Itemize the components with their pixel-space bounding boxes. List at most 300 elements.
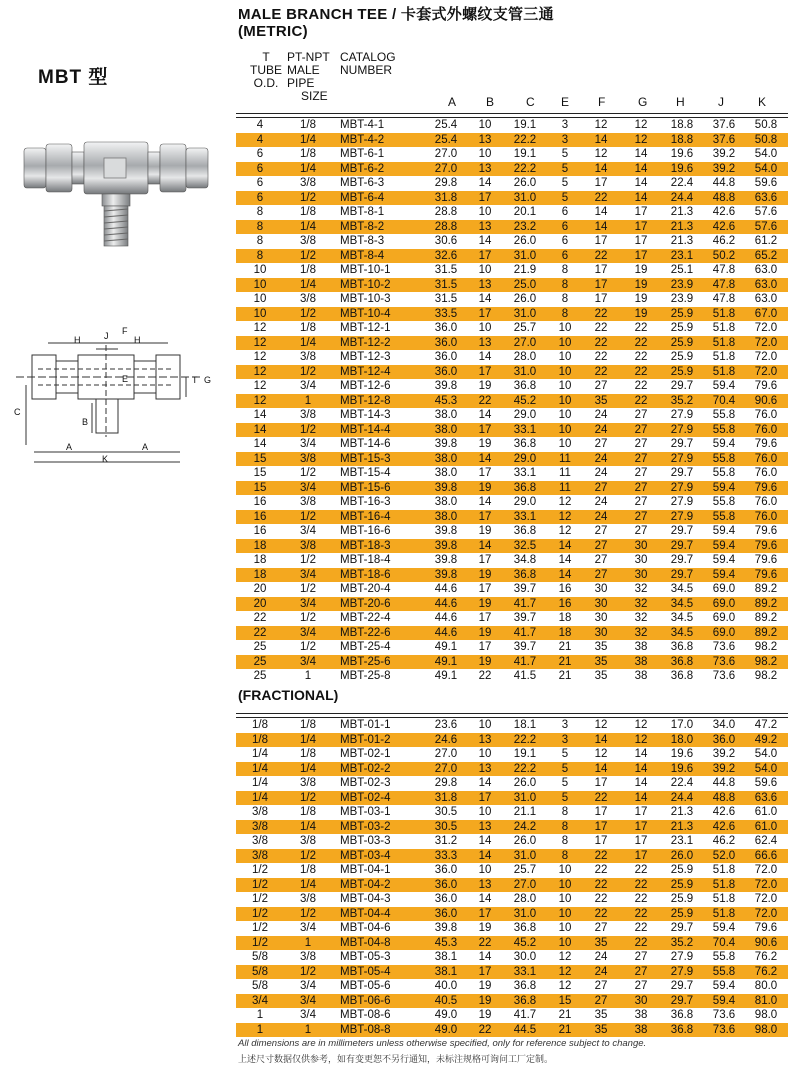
table-cell: 17	[478, 641, 492, 654]
table-cell: 27.9	[670, 951, 694, 964]
table-cell: 5/8	[252, 951, 268, 964]
table-cell: 28.8	[422, 220, 470, 235]
table-cell: 44.8	[712, 777, 736, 790]
table-cell: 20	[253, 583, 267, 596]
table-cell: 62.4	[754, 835, 778, 848]
table-cell: 1/4	[284, 133, 332, 148]
fractional-dimensions-table	[236, 717, 788, 1037]
table-cell: 6	[561, 235, 569, 248]
table-cell: 3/4	[284, 994, 332, 1009]
table-cell: 29.7	[670, 525, 694, 538]
table-cell: 1/2	[252, 864, 268, 877]
table-cell: 24.4	[660, 191, 704, 206]
table-cell: 61.0	[744, 820, 788, 835]
table-cell: 39.8	[422, 539, 470, 554]
table-cell: 14	[580, 162, 622, 177]
table-cell: 12	[622, 118, 660, 133]
table-cell: 33.1	[513, 467, 537, 480]
table-cell: 34.0	[704, 718, 744, 733]
table-cell: 76.0	[744, 510, 788, 525]
table-cell: 72.0	[754, 864, 778, 877]
table-cell: 12	[253, 322, 267, 335]
table-cell: 8	[561, 264, 569, 277]
table-cell: 98.2	[744, 655, 788, 670]
catalog-number-cell: MBT-10-4	[332, 307, 422, 322]
table-cell: 1/4	[284, 278, 332, 293]
table-cell: 22	[594, 351, 608, 364]
table-cell: 35	[580, 394, 622, 409]
table-row	[236, 408, 788, 423]
table-cell: 35	[580, 1023, 622, 1038]
catalog-number-cell: MBT-4-2	[332, 133, 422, 148]
table-cell: 27	[622, 452, 660, 467]
table-cell: 16	[253, 525, 267, 538]
table-cell: 12	[253, 380, 267, 393]
table-cell: 38	[634, 641, 648, 654]
dim-label-h-left: H	[74, 335, 81, 345]
table-cell: 36.8	[500, 994, 550, 1009]
table-cell: 21.9	[513, 264, 537, 277]
table-cell: 27	[622, 423, 660, 438]
table-row	[236, 191, 788, 206]
table-cell: 1	[284, 394, 332, 409]
table-cell: 19	[478, 525, 492, 538]
dim-label-a-left: A	[66, 442, 73, 452]
table-cell: 5	[550, 762, 580, 777]
table-cell: 13	[470, 733, 500, 748]
dim-label-j: J	[104, 331, 109, 341]
table-cell: 1/8	[300, 806, 316, 819]
table-cell: 54.0	[744, 162, 788, 177]
dim-label-b: B	[82, 417, 89, 427]
table-cell: 1/4	[284, 878, 332, 893]
table-cell: 8	[550, 278, 580, 293]
table-cell: 17	[634, 235, 648, 248]
table-cell: 46.2	[712, 235, 736, 248]
table-cell: 40.5	[422, 994, 470, 1009]
table-cell: 70.4	[704, 394, 744, 409]
table-cell: 17	[622, 220, 660, 235]
table-cell: 16	[550, 597, 580, 612]
table-cell: 8	[256, 235, 264, 248]
table-cell: 1/2	[284, 191, 332, 206]
table-cell: 22.2	[500, 162, 550, 177]
table-cell: 36.8	[660, 655, 704, 670]
table-cell: 33.1	[500, 423, 550, 438]
table-cell: 3/4	[284, 626, 332, 641]
table-cell: 3	[550, 733, 580, 748]
table-cell: 24.4	[660, 791, 704, 806]
catalog-number-cell: MBT-10-2	[332, 278, 422, 293]
table-cell: 22	[622, 336, 660, 351]
table-cell: 1/4	[252, 748, 268, 761]
table-cell: 1/2	[284, 849, 332, 864]
table-cell: 1/2	[284, 907, 332, 922]
catalog-number-cell: MBT-02-2	[332, 762, 422, 777]
table-cell: 26.0	[513, 777, 537, 790]
table-row	[236, 336, 788, 351]
table-cell: 14	[478, 951, 492, 964]
table-cell: 69.0	[712, 612, 736, 625]
table-cell: 49.2	[744, 733, 788, 748]
table-cell: 30.5	[434, 806, 458, 819]
table-cell: 30	[594, 583, 608, 596]
table-cell: 3/8	[252, 835, 268, 848]
table-cell: 28.0	[513, 893, 537, 906]
table-cell: 59.4	[704, 568, 744, 583]
table-cell: 13	[470, 878, 500, 893]
catalog-number-cell: MBT-12-8	[332, 394, 422, 409]
table-cell: 36.0	[422, 878, 470, 893]
table-cell: 21.3	[670, 235, 694, 248]
table-cell: 25	[253, 670, 267, 683]
table-cell: 19	[470, 655, 500, 670]
table-cell: 79.6	[744, 568, 788, 583]
table-cell: 17	[622, 249, 660, 264]
table-cell: 39.8	[422, 481, 470, 496]
table-cell: 45.2	[500, 394, 550, 409]
table-cell: 17	[622, 820, 660, 835]
table-cell: 38.0	[422, 452, 470, 467]
table-cell: 10	[558, 322, 572, 335]
table-cell: 19	[478, 380, 492, 393]
table-cell: 1/2	[284, 510, 332, 525]
table-cell: 79.6	[754, 554, 778, 567]
table-cell: 30.0	[513, 951, 537, 964]
table-cell: 41.7	[500, 626, 550, 641]
table-cell: 19.1	[513, 748, 537, 761]
table-cell: 23.9	[660, 278, 704, 293]
table-cell: 21	[550, 1023, 580, 1038]
table-cell: 22	[580, 365, 622, 380]
table-cell: 30	[580, 626, 622, 641]
table-cell: 69.0	[712, 583, 736, 596]
table-cell: 10	[558, 922, 572, 935]
table-cell: 14	[634, 177, 648, 190]
footnote: All dimensions are in millimeters unless otherwise specified, only for reference subject to change.	[238, 1038, 647, 1049]
table-cell: 6	[550, 249, 580, 264]
table-cell: 3/4	[300, 1009, 316, 1022]
table-cell: 14	[580, 733, 622, 748]
table-row	[236, 481, 788, 496]
table-cell: 31.0	[500, 907, 550, 922]
table-cell: 29.8	[434, 177, 458, 190]
table-cell: 17	[622, 849, 660, 864]
table-cell: 14	[594, 206, 608, 219]
table-cell: 47.2	[744, 718, 788, 733]
table-cell: 14	[478, 835, 492, 848]
table-row	[236, 307, 788, 322]
table-cell: 22	[580, 791, 622, 806]
catalog-number-cell: MBT-18-4	[340, 554, 391, 567]
table-cell: 27	[634, 980, 648, 993]
table-cell: 36.8	[513, 438, 537, 451]
catalog-number-cell: MBT-16-4	[332, 510, 422, 525]
table-cell: 1/8	[284, 718, 332, 733]
table-cell: 14	[622, 791, 660, 806]
catalog-number-cell: MBT-10-1	[340, 264, 391, 277]
table-row	[236, 365, 788, 380]
table-cell: 24.2	[500, 820, 550, 835]
table-cell: 25.0	[500, 278, 550, 293]
table-cell: 25	[236, 655, 284, 670]
catalog-number-cell: MBT-6-3	[340, 177, 385, 190]
table-cell: 14	[580, 133, 622, 148]
table-cell: 59.4	[712, 525, 736, 538]
table-cell: 1/4	[284, 733, 332, 748]
table-cell: 42.6	[712, 806, 736, 819]
table-cell: 36.8	[513, 980, 537, 993]
table-row	[236, 718, 788, 733]
table-cell: 10	[478, 322, 492, 335]
header-rule	[236, 113, 788, 114]
table-cell: 27.9	[660, 481, 704, 496]
table-cell: 10	[253, 293, 267, 306]
table-row	[236, 350, 788, 365]
table-cell: 22	[594, 322, 608, 335]
table-cell: 51.8	[712, 864, 736, 877]
table-cell: 59.4	[712, 438, 736, 451]
table-row	[236, 133, 788, 148]
table-row	[236, 733, 788, 748]
table-cell: 49.0	[434, 1009, 458, 1022]
table-cell: 5/8	[236, 965, 284, 980]
table-cell: 5	[561, 748, 569, 761]
table-cell: 17	[594, 835, 608, 848]
table-cell: 44.6	[422, 597, 470, 612]
table-cell: 1/8	[284, 118, 332, 133]
table-cell: 22	[580, 878, 622, 893]
table-cell: 14	[622, 191, 660, 206]
table-cell: 73.6	[712, 670, 736, 683]
table-cell: 31.0	[500, 307, 550, 322]
header-npt: PT-NPT MALE PIPE SIZE	[287, 50, 330, 103]
table-cell: 19	[622, 307, 660, 322]
table-cell: 14	[478, 893, 492, 906]
table-cell: 63.0	[754, 293, 778, 306]
table-row	[236, 965, 788, 980]
table-cell: 19.6	[660, 162, 704, 177]
catalog-number-cell: MBT-08-6	[340, 1009, 391, 1022]
table-cell: 59.6	[754, 177, 778, 190]
table-cell: 36.0	[704, 733, 744, 748]
table-cell: 3/4	[284, 568, 332, 583]
table-row	[236, 994, 788, 1009]
table-cell: 18	[253, 554, 267, 567]
catalog-number-cell: MBT-8-4	[332, 249, 422, 264]
table-row	[236, 234, 788, 249]
table-cell: 8	[256, 206, 264, 219]
table-cell: 36.8	[500, 481, 550, 496]
table-cell: 25.4	[422, 133, 470, 148]
table-cell: 22	[236, 626, 284, 641]
table-cell: 79.6	[744, 539, 788, 554]
table-cell: 73.6	[704, 1023, 744, 1038]
table-cell: 11	[559, 467, 571, 480]
table-cell: 51.8	[712, 893, 736, 906]
table-cell: 24	[594, 496, 608, 509]
table-cell: 21	[558, 670, 572, 683]
table-cell: 98.0	[744, 1023, 788, 1038]
table-cell: 31.8	[422, 191, 470, 206]
table-cell: 1/2	[284, 423, 332, 438]
table-cell: 16	[253, 496, 267, 509]
dim-label-k: K	[102, 454, 109, 464]
table-cell: 29.7	[670, 554, 694, 567]
table-cell: 3	[550, 118, 580, 133]
table-cell: 22	[580, 907, 622, 922]
table-cell: 14	[634, 748, 648, 761]
table-cell: 1/2	[284, 249, 332, 264]
table-cell: 32	[634, 612, 648, 625]
table-cell: 19	[478, 980, 492, 993]
table-cell: 33.1	[500, 510, 550, 525]
table-cell: 3	[550, 718, 580, 733]
table-cell: 10	[478, 748, 492, 761]
table-cell: 61.2	[754, 235, 778, 248]
table-cell: 29.7	[670, 380, 694, 393]
table-cell: 12	[558, 951, 572, 964]
catalog-number-cell: MBT-12-1	[340, 322, 391, 335]
table-cell: 22.4	[670, 177, 694, 190]
table-cell: 59.4	[712, 922, 736, 935]
table-cell: 13	[470, 220, 500, 235]
table-cell: 90.6	[744, 936, 788, 951]
dim-label-e: E	[122, 374, 129, 384]
table-cell: 17	[478, 554, 492, 567]
table-cell: 34.8	[513, 554, 537, 567]
table-cell: 29.0	[513, 496, 537, 509]
table-cell: 3/4	[284, 597, 332, 612]
table-cell: 54.0	[754, 748, 778, 761]
table-cell: 19	[634, 264, 648, 277]
table-cell: 32.6	[422, 249, 470, 264]
table-cell: 38.0	[434, 467, 458, 480]
table-cell: 55.8	[712, 409, 736, 422]
table-cell: 3/8	[300, 777, 316, 790]
table-cell: 59.4	[704, 481, 744, 496]
table-cell: 51.8	[712, 351, 736, 364]
table-cell: 3/8	[300, 893, 316, 906]
table-row	[236, 820, 788, 835]
table-cell: 27	[622, 510, 660, 525]
table-cell: 39.8	[434, 438, 458, 451]
table-cell: 19	[634, 293, 648, 306]
table-cell: 18.8	[660, 118, 704, 133]
table-cell: 3/4	[300, 922, 316, 935]
table-cell: 15	[236, 452, 284, 467]
table-cell: 26.0	[513, 835, 537, 848]
table-cell: 26.0	[513, 177, 537, 190]
table-cell: 27.9	[660, 965, 704, 980]
table-row	[236, 379, 788, 394]
table-cell: 5	[550, 191, 580, 206]
table-cell: 17	[470, 907, 500, 922]
table-cell: 27	[634, 467, 648, 480]
table-cell: 40.0	[434, 980, 458, 993]
table-cell: 10	[550, 365, 580, 380]
table-row	[236, 611, 788, 626]
table-cell: 14	[550, 568, 580, 583]
table-cell: 27	[594, 980, 608, 993]
table-cell: 19	[470, 481, 500, 496]
table-cell: 36.8	[670, 1009, 694, 1022]
metric-dimensions-table	[236, 117, 788, 684]
table-cell: 10	[470, 118, 500, 133]
table-cell: 17	[594, 777, 608, 790]
table-cell: 13	[470, 336, 500, 351]
table-cell: 20.1	[513, 206, 537, 219]
table-cell: 39.2	[704, 762, 744, 777]
table-cell: 22.4	[670, 777, 694, 790]
table-row	[236, 495, 788, 510]
table-cell: 59.4	[712, 380, 736, 393]
table-cell: 44.8	[712, 177, 736, 190]
table-cell: 22	[594, 893, 608, 906]
table-cell: 27.0	[422, 762, 470, 777]
table-cell: 22	[470, 1023, 500, 1038]
table-row	[236, 805, 788, 820]
table-cell: 1/2	[300, 583, 316, 596]
dim-label-f: F	[122, 326, 128, 336]
catalog-number-cell: MBT-12-3	[340, 351, 391, 364]
fractional-rule	[236, 713, 788, 714]
table-cell: 39.2	[712, 748, 736, 761]
table-cell: 27.9	[660, 510, 704, 525]
table-cell: 14	[580, 220, 622, 235]
table-cell: 22.2	[500, 733, 550, 748]
product-photo	[18, 118, 218, 258]
table-cell: 54.0	[754, 148, 778, 161]
catalog-number-cell: MBT-10-3	[340, 293, 391, 306]
table-cell: 22.2	[500, 762, 550, 777]
table-cell: 16	[558, 583, 572, 596]
table-cell: 98.2	[754, 670, 778, 683]
table-cell: 22	[622, 936, 660, 951]
table-cell: 19	[622, 278, 660, 293]
table-row	[236, 292, 788, 307]
table-cell: 54.0	[744, 762, 788, 777]
table-cell: 14	[470, 849, 500, 864]
table-cell: 38.1	[422, 965, 470, 980]
table-cell: 23.1	[660, 249, 704, 264]
table-cell: 10	[470, 718, 500, 733]
table-cell: 1/8	[300, 748, 316, 761]
table-cell: 27	[634, 409, 648, 422]
catalog-number-cell: MBT-03-2	[332, 820, 422, 835]
catalog-number-cell: MBT-25-6	[332, 655, 422, 670]
table-cell: 36.0	[434, 351, 458, 364]
table-cell: 67.0	[744, 307, 788, 322]
table-cell: 12	[622, 133, 660, 148]
catalog-number-cell: MBT-15-6	[332, 481, 422, 496]
catalog-number-cell: MBT-8-1	[340, 206, 385, 219]
table-cell: 17	[634, 206, 648, 219]
table-cell: 22	[622, 878, 660, 893]
table-cell: 20	[236, 597, 284, 612]
title-line-2: (METRIC)	[238, 23, 308, 40]
table-cell: 59.4	[712, 980, 736, 993]
table-cell: 36.8	[670, 641, 694, 654]
table-cell: 3/8	[300, 835, 316, 848]
catalog-number-cell: MBT-12-6	[340, 380, 391, 393]
table-cell: 36.8	[660, 1023, 704, 1038]
catalog-number-cell: MBT-20-6	[332, 597, 422, 612]
table-cell: 19	[470, 568, 500, 583]
table-cell: 14	[580, 762, 622, 777]
table-cell: 10	[550, 907, 580, 922]
table-cell: 17	[478, 467, 492, 480]
